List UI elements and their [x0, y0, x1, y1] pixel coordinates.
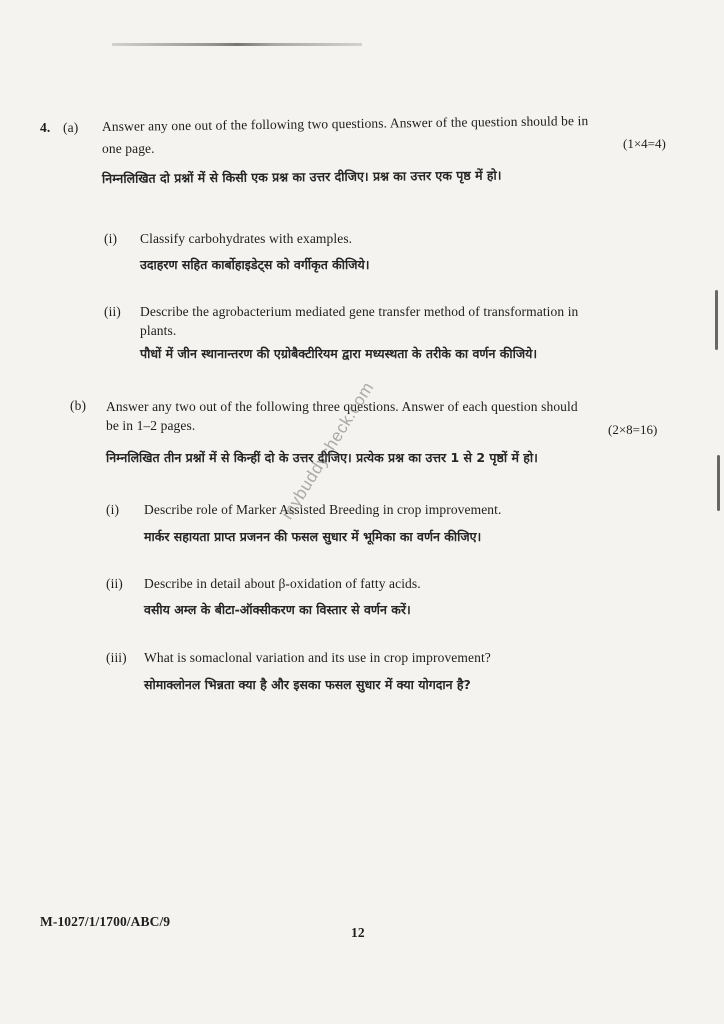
b-item-1-hindi: मार्कर सहायता प्राप्त प्रजनन की फसल सुधार में भूमिका का वर्णन कीजिए।: [144, 529, 482, 544]
part-b-label: (b): [70, 398, 87, 413]
a-item-2-english-line2: plants.: [140, 323, 177, 338]
part-b-instruction-hindi: निम्नलिखित तीन प्रश्नों में से किन्हीं दो के उत्तर दीजिए। प्रत्येक प्रश्न का उत्तर 1 से 2 पृष्ठों में हो।: [106, 450, 538, 465]
question-number: 4.: [40, 120, 51, 135]
part-b-marks: (2×8=16): [608, 422, 658, 437]
part-a-label: (a): [63, 120, 79, 135]
part-a-instruction-line1: [102, 113, 588, 135]
a-item-2-english-line1: Describe the agrobacterium mediated gene transfer method of transformation in: [140, 304, 579, 319]
scan-artifact-lower: [717, 455, 720, 511]
part-b-instruction-line2: be in 1–2 pages.: [106, 418, 196, 433]
b-item-1-label: (i): [106, 502, 120, 517]
a-item-1-english: Classify carbohydrates with examples.: [140, 231, 353, 246]
part-b-instruction-line1: Answer any two out of the following three questions. Answer of each question should: [106, 399, 578, 414]
b-item-1-english: Describe role of Marker Assisted Breeding in crop improvement.: [144, 502, 502, 517]
a-item-1-hindi: उदाहरण सहित कार्बोहाइडेट्स को वर्गीकृत कीजिये।: [140, 257, 370, 272]
part-a-instruction-hindi: निम्नलिखित दो प्रश्नों में से किसी एक प्रश्न का उत्तर दीजिए। प्रश्न का उत्तर एक पृष्ठ में हो।: [101, 167, 502, 186]
b-item-2-english: Describe in detail about β-oxidation of fatty acids.: [144, 576, 421, 591]
scan-artifact-upper: [715, 290, 718, 350]
part-a-instruction-line2: one page.: [102, 141, 155, 156]
b-item-3-english: What is somaclonal variation and its use in crop improvement?: [144, 650, 491, 665]
a-item-2-hindi: पौधों में जीन स्थानान्तरण की एग्रोबैक्टीरियम द्वारा मध्यस्थता के तरीके का वर्णन कीजिये।: [140, 346, 538, 361]
b-item-3-hindi: सोमाक्लोनल भिन्नता क्या है और इसका फसल सुधार में क्या योगदान है?: [144, 677, 471, 692]
b-item-2-label: (ii): [106, 576, 123, 591]
b-item-3-label: (iii): [106, 650, 127, 665]
paper-code: M-1027/1/1700/ABC/9: [40, 914, 171, 929]
a-item-2-label: (ii): [104, 304, 121, 319]
watermark: mybuddycheck.com: [277, 378, 378, 523]
part-a-marks: (1×4=4): [623, 136, 666, 151]
top-rule: [112, 43, 362, 46]
page-number: 12: [351, 925, 365, 940]
part-a-instruction: Answer any one out of the following two questions. Answer of the question should be in: [101, 113, 589, 134]
b-item-2-hindi: वसीय अम्ल के बीटा-ऑक्सीकरण का विस्तार से वर्णन करें।: [144, 602, 411, 617]
a-item-1-label: (i): [104, 231, 118, 246]
